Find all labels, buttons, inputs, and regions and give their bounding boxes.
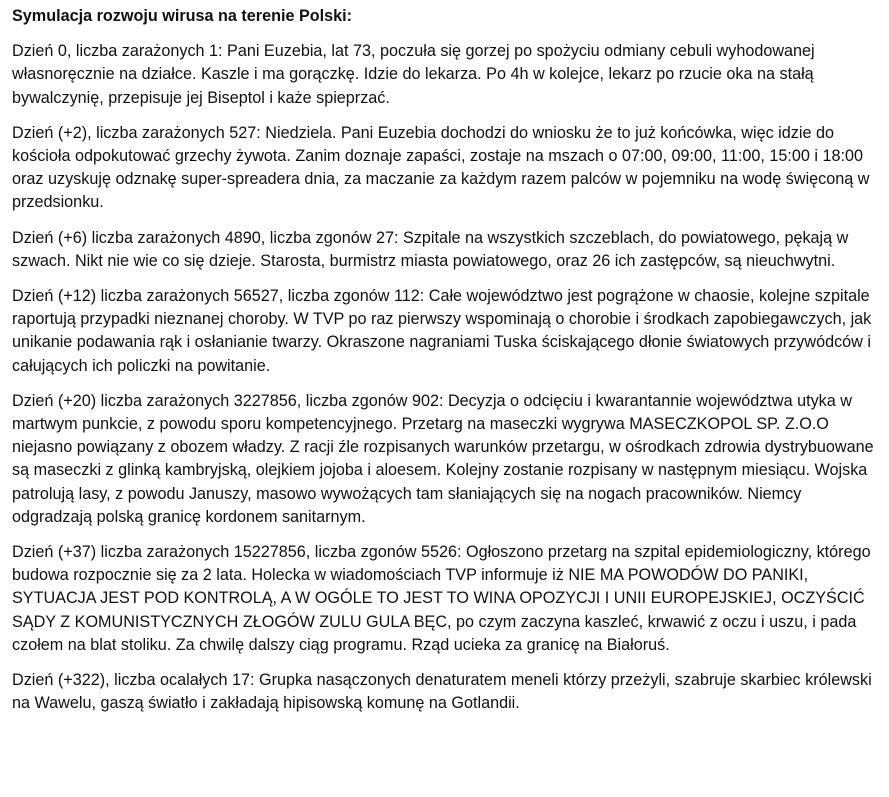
paragraph-day-37: Dzień (+37) liczba zarażonych 15227856, liczba zgonów 5526: Ogłoszono przetarg na szpital epidemiologiczny, którego budowa rozpocznie się za 2 lata. Holecka w wiadomościach TVP informuje iż NIE MA POWODÓW DO PANIKI, SYTUACJA JEST POD KONTROLĄ, A W OGÓLE TO JEST TO WINA OPOZYCJI I UNII EUROPEJSKIEJ, OCZYŚCIĆ SĄDY Z KOMUNISTYCZNYCH ZŁOGÓW ZULU GULA BĘC, po czym zaczyna kaszleć, krwawić z oczu i uszu, i pada czołem na blat stoliku. Za chwilę dalszy ciąg programu. Rząd ucieka za granicę na Białoruś. bbox=[12, 543, 871, 654]
paragraph-day-0: Dzień 0, liczba zarażonych 1: Pani Euzebia, lat 73, poczuła się gorzej po spożyciu odmiany cebuli wyhodowanej własnoręcznie na działce. Kaszle i ma gorączkę. Idzie do lekarza. Po 4h w kolejce, lekarz po rzucie oka na stałą bywalczynię, przepisuje jej Biseptol i każe spieprzać. bbox=[12, 42, 815, 107]
paragraph-day-322: Dzień (+322), liczba ocalałych 17: Grupka nasączonych denaturatem meneli którzy przeżyli, szabruje skarbiec królewski na Wawelu, gaszą światło i zakładają hipisowską komunę na Gotlandii. bbox=[12, 671, 872, 713]
paragraph-day-2: Dzień (+2), liczba zarażonych 527: Niedziela. Pani Euzebia dochodzi do wniosku że to już końcówka, więc idzie do kościoła odpokutować grzechy żywota. Zanim doznaje zapaści, zostaje na mszach o 07:00, 09:00, 11:00, 15:00 i 18:00 oraz uzyskuję odznakę super-spreadera dnia, za maczanie za każdym razem palców w pojemniku na wodę święconą w przedsionku. bbox=[12, 123, 870, 212]
paragraph-day-6: Dzień (+6) liczba zarażonych 4890, liczba zgonów 27: Szpitale na wszystkich szczeblach, do powiatowego, pękają w szwach. Nikt nie wie co się dzieje. Starosta, burmistrz miasta powiatowego, oraz 26 ich zastępców, są nieuchwytni. bbox=[12, 228, 849, 270]
paragraph-day-20: Dzień (+20) liczba zarażonych 3227856, liczba zgonów 902: Decyzja o odcięciu i kwarantannie województwa utyka w martwym punkcie, z powodu sporu kompetencyjnego. Przetarg na maseczki wygrywa MASECZKOPOL SP. Z.O.O niejasno powiązany z obozem władzy. Z racji źle rozpisanych warunków przetargu, w ośrodkach zdrowia dystrybuowane są maseczki z glinką kambryjską, olejkiem jojoba i aloesem. Kolejny zostanie rozpisany w następnym miesiącu. Wojska patrolują lasy, z powodu Januszy, masowo wywożących tam słaniających się na nogach pracowników. Niemcy odgradzają polską granicę kordonem sanitarnym. bbox=[12, 391, 874, 526]
paragraph-day-12: Dzień (+12) liczba zarażonych 56527, liczba zgonów 112: Całe województwo jest pogrążone w chaosie, kolejne szpitale raportują przypadki nieznanej choroby. W TVP po raz pierwszy wspominają o chorobie i środkach zapobiegawczych, jak unikanie podawania rąk i osłanianie twarzy. Okraszone nagraniami Tuska ściskającego dłonie światowych przywódców i całujących ich policzki na powitanie. bbox=[12, 287, 872, 375]
document-title: Symulacja rozwoju wirusa na terenie Polski: bbox=[12, 7, 353, 25]
